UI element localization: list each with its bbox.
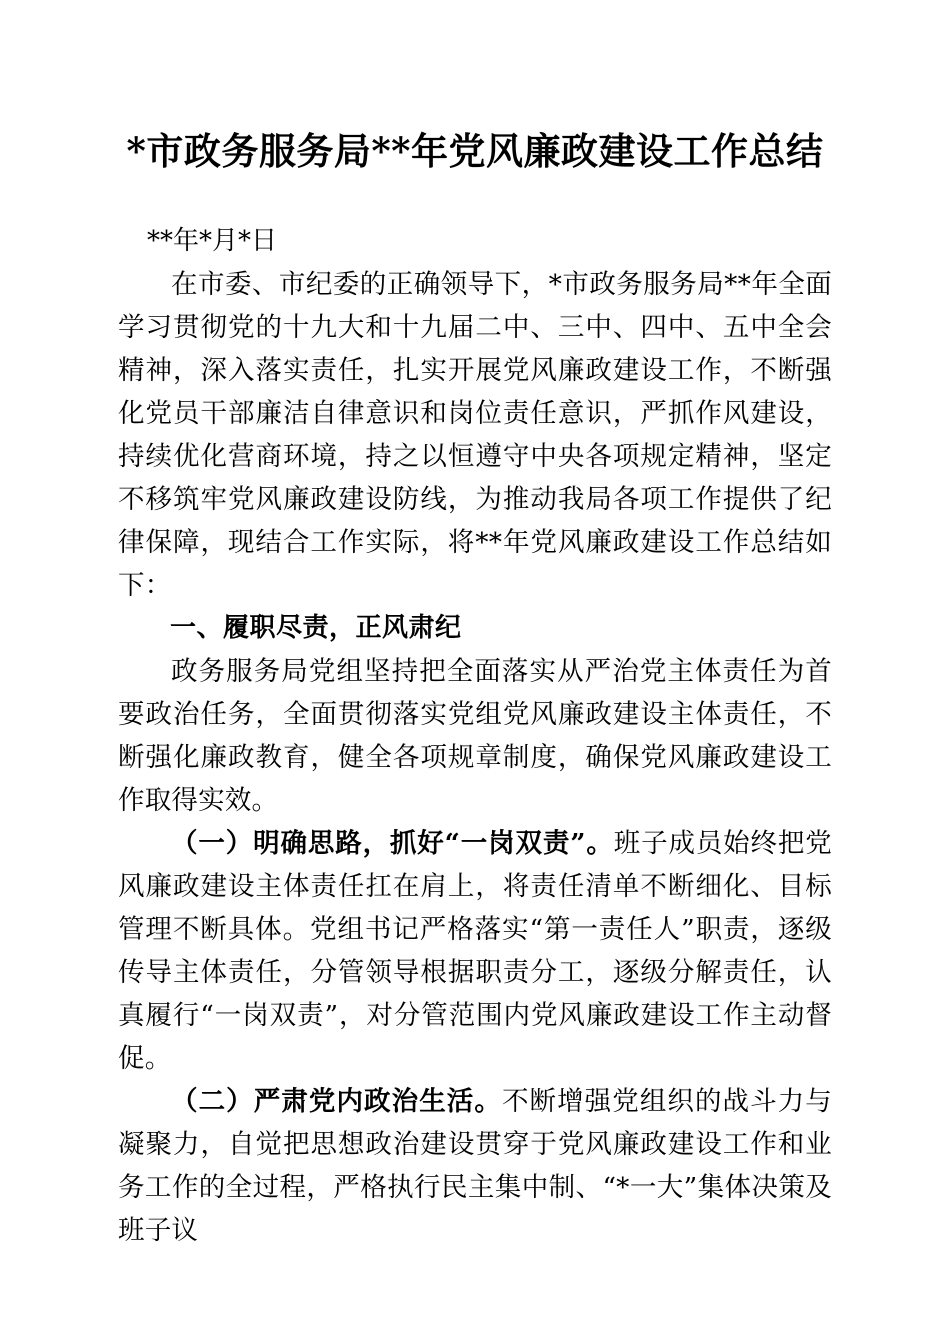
item-two-text: 不断增强党组织的战斗力与凝聚力，自觉把思想政治建设贯穿于党风廉政建设工作和业务工作的全过程，严格执行民主集中制、“*一大”集体决策及班子议 bbox=[118, 1086, 832, 1246]
item-one-label: （一）明确思路，抓好“一岗双责”。 bbox=[171, 828, 614, 859]
item-one-text: 班子成员始终把党风廉政建设主体责任扛在肩上，将责任清单不断细化、目标管理不断具体。党组书记严格落实“第一责任人”职责，逐级传导主体责任，分管领导根据职责分工，逐级分解责任，认真履行“一岗双责”，对分管范围内党风廉政建设工作主动督促。 bbox=[118, 828, 832, 1074]
page-title: *市政务服务局**年党风廉政建设工作总结 bbox=[126, 129, 824, 173]
intro-paragraph: 在市委、市纪委的正确领导下，*市政务服务局**年全面学习贯彻党的十九大和十九届二中、三中、四中、五中全会精神，深入落实责任，扎实开展党风廉政建设工作，不断强化党员干部廉洁自律意识和岗位责任意识，严抓作风建设，持续优化营商环境，持之以恒遵守中央各项规定精神，坚定不移筑牢党风廉政建设防线，为推动我局各项工作提供了纪律保障，现结合工作实际，将**年党风廉政建设工作总结如下： bbox=[118, 269, 832, 601]
document-date: **年*月*日 bbox=[147, 226, 278, 256]
item-two-label: （二）严肃党内政治生活。 bbox=[171, 1086, 502, 1117]
item-one-paragraph bbox=[118, 822, 832, 1080]
section-one-paragraph: 政务服务局党组坚持把全面落实从严治党主体责任为首要政治任务，全面贯彻落实党组党风廉政建设主体责任，不断强化廉政教育，健全各项规章制度，确保党风廉政建设工作取得实效。 bbox=[118, 656, 832, 816]
item-two-paragraph bbox=[118, 1080, 832, 1252]
section-heading-one: 一、履职尽责，正风肃纪 bbox=[170, 613, 462, 643]
document-body bbox=[118, 0, 832, 1252]
